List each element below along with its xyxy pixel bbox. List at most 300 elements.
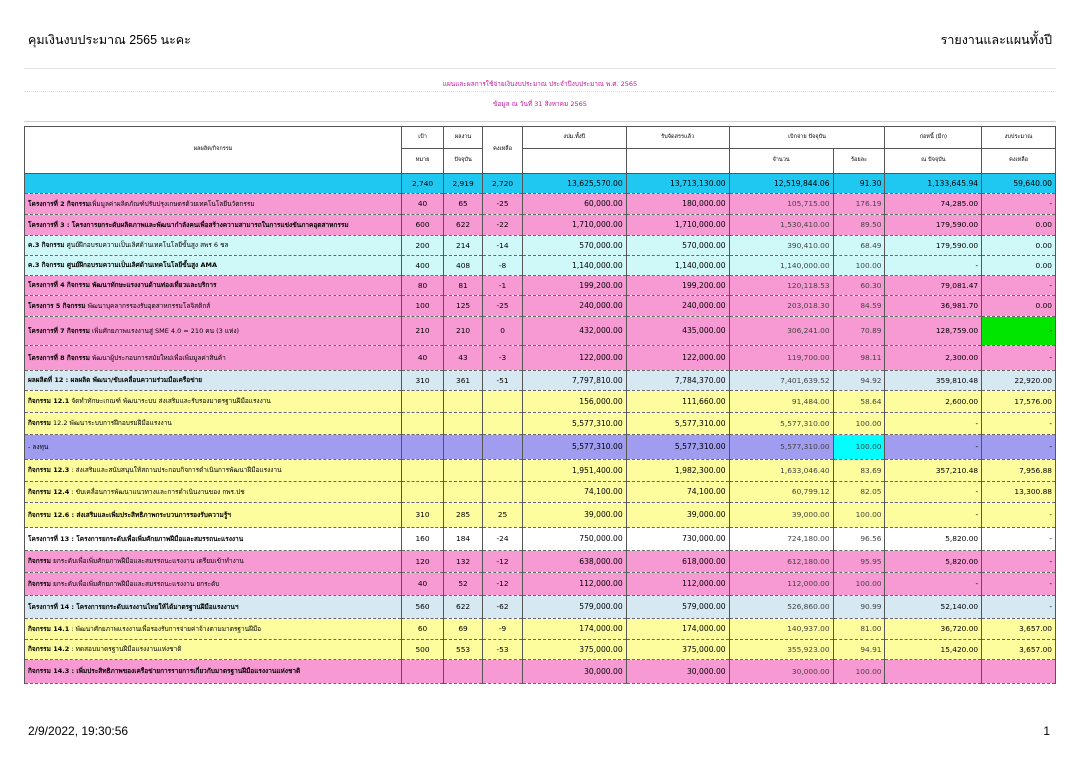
cell-disbursed: 120,118.53: [729, 276, 833, 296]
table-row: [25, 346, 1056, 371]
cell-allocated: 618,000.00: [626, 551, 729, 573]
row-label-detail: ศูนย์ฝึกอบรมความเป็นเลิศด้านเทคโนโลยีขั้นสูง สพร 6 ชล: [64, 241, 229, 250]
cell-debt: 52,140.00: [885, 596, 982, 619]
cell-allocated: 730,000.00: [626, 528, 729, 551]
cell-percent: 81.00: [833, 619, 885, 640]
row-label: [25, 236, 402, 256]
header-budget-remain: งบประมาณ: [982, 127, 1056, 149]
total-allocated: 13,713,130.00: [626, 174, 729, 194]
cell-allocated: 39,000.00: [626, 503, 729, 528]
table-row: [25, 528, 1056, 551]
cell-balance: -: [982, 413, 1056, 435]
cell-target: 200: [402, 236, 444, 256]
row-label-bold: โครงการที่ 8 กิจกรรม: [28, 353, 90, 362]
title-divider: [24, 91, 1056, 92]
sheet-title-band: [24, 68, 1056, 122]
cell-budget: 1,140,000.00: [522, 256, 626, 276]
sheet-date: ข้อมูล ณ วันที่ 31 สิงหาคม 2565: [493, 100, 587, 108]
row-label-bold: ค.3 กิจกรรม: [28, 241, 65, 250]
row-label-detail: พัฒนาผู้ประกอบการสมัยใหม่เพื่อเพิ่มมูลค่าสินค้า: [89, 353, 226, 362]
cell-balance: 0.00: [982, 296, 1056, 317]
cell-debt: 2,600.00: [885, 391, 982, 413]
cell-allocated: 7,784,370.00: [626, 371, 729, 391]
cell-remain: [483, 460, 522, 482]
cell-allocated: 174,000.00: [626, 619, 729, 640]
cell-budget: 156,000.00: [522, 391, 626, 413]
cell-debt: 2,300.00: [885, 346, 982, 371]
cell-remain: 0: [483, 317, 522, 346]
cell-result: 65: [443, 194, 482, 215]
cell-target: 160: [402, 528, 444, 551]
cell-result: 408: [443, 256, 482, 276]
table-row: [25, 236, 1056, 256]
cell-target: 120: [402, 551, 444, 573]
cell-result: [443, 482, 482, 503]
row-label-bold: กิจกรรม 12.4: [28, 487, 70, 496]
cell-budget: 638,000.00: [522, 551, 626, 573]
cell-balance: 13,300.88: [982, 482, 1056, 503]
cell-balance: -: [982, 551, 1056, 573]
row-label: [25, 435, 402, 460]
cell-budget: 750,000.00: [522, 528, 626, 551]
cell-balance: -: [982, 435, 1056, 460]
cell-percent: 100.00: [833, 503, 885, 528]
row-label-bold: โครงการที่ 14 : โครงการยกระดับแรงงานไทยให้ได้มาตรฐานฝีมือแรงงานฯ: [28, 602, 239, 611]
cell-balance: -: [982, 276, 1056, 296]
cell-disbursed: 91,484.00: [729, 391, 833, 413]
cell-result: 43: [443, 346, 482, 371]
row-label: [25, 573, 402, 596]
cell-result: 52: [443, 573, 482, 596]
cell-allocated: 579,000.00: [626, 596, 729, 619]
cell-remain: -53: [483, 640, 522, 660]
total-remain: 2,720: [483, 174, 522, 194]
cell-allocated: 199,200.00: [626, 276, 729, 296]
sheet-title: แผนและผลการใช้จ่ายเงินงบประมาณ ประจำปีงบประมาณ พ.ศ. 2565: [442, 80, 638, 88]
cell-target: 400: [402, 256, 444, 276]
header-disbursed-percent: ร้อยละ: [833, 149, 885, 174]
table-row: [25, 413, 1056, 435]
cell-budget: 30,000.00: [522, 660, 626, 684]
cell-target: [402, 660, 444, 684]
cell-disbursed: 5,577,310.00: [729, 435, 833, 460]
table-row: [25, 503, 1056, 528]
cell-balance: 0.00: [982, 215, 1056, 236]
table-row: [25, 215, 1056, 236]
cell-target: [402, 482, 444, 503]
table-row: [25, 317, 1056, 346]
cell-debt: 36,720.00: [885, 619, 982, 640]
cell-target: 310: [402, 371, 444, 391]
cell-budget: 199,200.00: [522, 276, 626, 296]
page-footer-page-number: 1: [1043, 724, 1050, 738]
row-label-bold: กิจกรรม: [28, 557, 51, 566]
cell-remain: [483, 413, 522, 435]
row-label-bold: กิจกรรม: [28, 419, 51, 428]
cell-balance: 7,956.88: [982, 460, 1056, 482]
header-result-sub: ปัจจุบัน: [443, 149, 482, 174]
header-budget-remain-sub: คงเหลือ: [982, 149, 1056, 174]
cell-result: 69: [443, 619, 482, 640]
row-label: [25, 215, 402, 236]
cell-debt: -: [885, 573, 982, 596]
cell-remain: [483, 391, 522, 413]
cell-percent: 60.30: [833, 276, 885, 296]
cell-balance: 0.00: [982, 256, 1056, 276]
cell-result: [443, 391, 482, 413]
cell-percent: 89.50: [833, 215, 885, 236]
row-label-detail: : ขับเคลื่อนการพัฒนาแนวทางและการดำเนินงานของ กพร.ปช: [69, 487, 245, 496]
cell-target: 310: [402, 503, 444, 528]
cell-debt: 5,820.00: [885, 551, 982, 573]
cell-percent: 95.95: [833, 551, 885, 573]
cell-allocated: 570,000.00: [626, 236, 729, 256]
cell-debt: [885, 660, 982, 684]
cell-remain: -25: [483, 194, 522, 215]
budget-sheet: [24, 68, 1056, 676]
header-remain: คงเหลือ: [483, 127, 522, 174]
header-debt-sub: ณ ปัจจุบัน: [885, 149, 982, 174]
cell-allocated: 5,577,310.00: [626, 435, 729, 460]
header-budget-year-sub: [522, 149, 626, 174]
cell-debt: 128,759.00: [885, 317, 982, 346]
cell-allocated: 30,000.00: [626, 660, 729, 684]
row-label: [25, 528, 402, 551]
row-label-detail: ยกระดับเพื่อเพิ่มศักยภาพฝีมือและสมรรถนะแรงงาน ยกระดับ: [50, 579, 220, 588]
cell-result: [443, 660, 482, 684]
cell-disbursed: 140,937.00: [729, 619, 833, 640]
cell-disbursed: 60,799.12: [729, 482, 833, 503]
cell-budget: 5,577,310.00: [522, 435, 626, 460]
cell-target: 600: [402, 215, 444, 236]
cell-target: 210: [402, 317, 444, 346]
row-label: [25, 256, 402, 276]
cell-percent: 100.00: [833, 256, 885, 276]
row-label-bold: ค.3 กิจกรรม ศูนย์ฝึกอบรมความเป็นเลิศด้านเทคโนโลยีขั้นสูง AMA: [28, 261, 218, 270]
total-target: 2,740: [402, 174, 444, 194]
page-footer-timestamp: 2/9/2022, 19:30:56: [28, 724, 129, 738]
cell-budget: 74,100.00: [522, 482, 626, 503]
cell-debt: 79,081.47: [885, 276, 982, 296]
cell-target: [402, 413, 444, 435]
cell-percent: 70.89: [833, 317, 885, 346]
header-activity: ผลผลิต/กิจกรรม: [25, 127, 402, 174]
cell-remain: [483, 435, 522, 460]
cell-debt: 179,590.00: [885, 215, 982, 236]
table-row: [25, 296, 1056, 317]
row-label: [25, 371, 402, 391]
header-disbursed: เบิกจ่าย ปัจจุบัน: [729, 127, 885, 149]
cell-budget: 1,951,400.00: [522, 460, 626, 482]
row-label-bold: โครงการที่ 2 กิจกรรม: [28, 199, 90, 208]
cell-debt: -: [885, 256, 982, 276]
cell-result: 81: [443, 276, 482, 296]
cell-allocated: 435,000.00: [626, 317, 729, 346]
header-result: ผลงาน: [443, 127, 482, 149]
cell-balance: -: [982, 573, 1056, 596]
row-label-bold: กิจกรรม 14.3 : เพิ่มประสิทธิภาพของเครือข่ายการรายการเกี่ยวกับมาตรฐานฝีมือแรงงานแห่งชาติ: [28, 667, 301, 676]
cell-remain: -25: [483, 296, 522, 317]
cell-budget: 7,797,810.00: [522, 371, 626, 391]
cell-result: 125: [443, 296, 482, 317]
cell-result: 361: [443, 371, 482, 391]
cell-allocated: 1,710,000.00: [626, 215, 729, 236]
total-disbursed: 12,519,844.06: [729, 174, 833, 194]
cell-disbursed: 30,000.00: [729, 660, 833, 684]
table-row: [25, 371, 1056, 391]
table-row: [25, 276, 1056, 296]
cell-percent: 96.56: [833, 528, 885, 551]
cell-disbursed: 526,860.00: [729, 596, 833, 619]
row-label-detail: ยกระดับเพื่อเพิ่มศักยภาพฝีมือและสมรรถนะแรงงาน เตรียมเข้าทำงาน: [50, 557, 244, 566]
header-target: เป้า: [402, 127, 444, 149]
cell-budget: 112,000.00: [522, 573, 626, 596]
cell-disbursed: 5,577,310.00: [729, 413, 833, 435]
cell-balance: -: [982, 528, 1056, 551]
cell-target: 40: [402, 194, 444, 215]
row-label: [25, 482, 402, 503]
table-row: [25, 660, 1056, 684]
cell-disbursed: 1,140,000.00: [729, 256, 833, 276]
cell-debt: 179,590.00: [885, 236, 982, 256]
cell-percent: 68.49: [833, 236, 885, 256]
cell-disbursed: 39,000.00: [729, 503, 833, 528]
cell-remain: -51: [483, 371, 522, 391]
row-label-detail: เพิ่มมูลค่าผลิตภัณฑ์ปรับปรุงเกษตรด้วยเทคโนโลยีนวัตกรรม: [89, 199, 255, 208]
cell-result: [443, 460, 482, 482]
cell-budget: 174,000.00: [522, 619, 626, 640]
cell-allocated: 180,000.00: [626, 194, 729, 215]
header-debt: ก่อหนี้ (มีก): [885, 127, 982, 149]
cell-remain: -12: [483, 551, 522, 573]
cell-budget: 39,000.00: [522, 503, 626, 528]
cell-budget: 432,000.00: [522, 317, 626, 346]
cell-target: 40: [402, 346, 444, 371]
cell-result: 553: [443, 640, 482, 660]
row-label: [25, 276, 402, 296]
total-label: [25, 174, 402, 194]
row-label: [25, 194, 402, 215]
cell-balance: 3,657.00: [982, 640, 1056, 660]
cell-percent: 94.91: [833, 640, 885, 660]
page-header-report: รายงานและแผนทั้งปี: [940, 33, 1052, 47]
cell-remain: -3: [483, 346, 522, 371]
cell-budget: 60,000.00: [522, 194, 626, 215]
header-budget-year: งปม.ทั้งปี: [522, 127, 626, 149]
total-row: [25, 174, 1056, 194]
cell-budget: 122,000.00: [522, 346, 626, 371]
cell-debt: 15,420.00: [885, 640, 982, 660]
table-row: [25, 482, 1056, 503]
cell-remain: -62: [483, 596, 522, 619]
table-row: [25, 640, 1056, 660]
cell-percent: 84.59: [833, 296, 885, 317]
cell-allocated: 122,000.00: [626, 346, 729, 371]
cell-remain: [483, 660, 522, 684]
cell-result: 184: [443, 528, 482, 551]
row-label: [25, 317, 402, 346]
cell-debt: 357,210.48: [885, 460, 982, 482]
cell-disbursed: 1,633,046.40: [729, 460, 833, 482]
row-label-bold: กิจกรรม 12.6 : ส่งเสริมและเพิ่มประสิทธิภาพกระบวนการรองรับความรู้ฯ: [28, 510, 231, 519]
cell-target: 560: [402, 596, 444, 619]
cell-remain: -1: [483, 276, 522, 296]
total-balance: 59,640.00: [982, 174, 1056, 194]
cell-percent: 176.19: [833, 194, 885, 215]
header-disbursed-amount: จำนวน: [729, 149, 833, 174]
cell-budget: 240,000.00: [522, 296, 626, 317]
cell-disbursed: 119,700.00: [729, 346, 833, 371]
cell-disbursed: 724,180.00: [729, 528, 833, 551]
cell-balance: -: [982, 596, 1056, 619]
table-row: [25, 435, 1056, 460]
table-row: [25, 551, 1056, 573]
cell-percent: 83.69: [833, 460, 885, 482]
cell-balance: [982, 660, 1056, 684]
cell-debt: -: [885, 503, 982, 528]
table-row: [25, 256, 1056, 276]
row-label: [25, 640, 402, 660]
cell-remain: -14: [483, 236, 522, 256]
table-row: [25, 460, 1056, 482]
cell-remain: -8: [483, 256, 522, 276]
cell-budget: 1,710,000.00: [522, 215, 626, 236]
cell-remain: [483, 482, 522, 503]
row-label-bold: กิจกรรม 14.2: [28, 645, 70, 654]
header-allocated: รับจัดสรรแล้ว: [626, 127, 729, 149]
row-label-detail: : พัฒนาศักยภาพแรงงานเพื่อรองรับการจ่ายค่าจ้างตามมาตรฐานฝีมือ: [69, 624, 262, 633]
row-label: [25, 346, 402, 371]
cell-target: 80: [402, 276, 444, 296]
cell-result: 285: [443, 503, 482, 528]
cell-disbursed: 306,241.00: [729, 317, 833, 346]
row-label: [25, 460, 402, 482]
row-label-bold: โครงการ 5 กิจกรรม: [28, 301, 86, 310]
cell-percent: 82.05: [833, 482, 885, 503]
cell-debt: 74,285.00: [885, 194, 982, 215]
cell-percent: 98.11: [833, 346, 885, 371]
row-label-detail: จัดทำทักษะเกณฑ์ พัฒนาระบบ ส่งเสริมและรับรองมาตรฐานฝีมือแรงงาน: [69, 397, 271, 406]
row-label: [25, 551, 402, 573]
row-label-bold: โครงการที่ 3 : โครงการยกระดับผลิตภาพและพัฒนากำลังคนเพื่อสร้างความสามารถในการแข่งขันภาคอุตสาหกรรม: [28, 220, 349, 229]
cell-target: [402, 435, 444, 460]
cell-percent: 100.00: [833, 435, 885, 460]
table-row: [25, 596, 1056, 619]
cell-percent: 100.00: [833, 573, 885, 596]
cell-debt: -: [885, 413, 982, 435]
cell-budget: 570,000.00: [522, 236, 626, 256]
cell-remain: 25: [483, 503, 522, 528]
cell-budget: 375,000.00: [522, 640, 626, 660]
row-label: [25, 660, 402, 684]
row-label: [25, 619, 402, 640]
cell-disbursed: 1,530,410.00: [729, 215, 833, 236]
cell-target: [402, 391, 444, 413]
row-label-bold: กิจกรรม: [28, 579, 51, 588]
row-label-detail: : ส่งเสริมและสนับสนุนให้สถานประกอบกิจการดำเนินการพัฒนาฝีมือแรงงาน: [69, 466, 282, 475]
row-label: [25, 413, 402, 435]
row-label: [25, 596, 402, 619]
cell-percent: 90.99: [833, 596, 885, 619]
cell-percent: 100.00: [833, 660, 885, 684]
cell-disbursed: 390,410.00: [729, 236, 833, 256]
table-row: [25, 573, 1056, 596]
cell-balance: 0.00: [982, 236, 1056, 256]
total-result: 2,919: [443, 174, 482, 194]
cell-debt: 359,810.48: [885, 371, 982, 391]
row-label-bold: ผลผลิตที่ 12 : ผลผลิต พัฒนา/ขับเคลื่อนความร่วมมือเครือข่าย: [28, 376, 203, 385]
row-label: [25, 503, 402, 528]
cell-allocated: 111,660.00: [626, 391, 729, 413]
cell-remain: -12: [483, 573, 522, 596]
cell-result: 210: [443, 317, 482, 346]
header-target-sub: หมาย: [402, 149, 444, 174]
cell-disbursed: 7,401,639.52: [729, 371, 833, 391]
cell-target: [402, 460, 444, 482]
cell-result: 622: [443, 215, 482, 236]
cell-debt: 36,981.70: [885, 296, 982, 317]
cell-allocated: 1,982,300.00: [626, 460, 729, 482]
cell-allocated: 74,100.00: [626, 482, 729, 503]
total-debt: 1,133,645.94: [885, 174, 982, 194]
cell-disbursed: 355,923.00: [729, 640, 833, 660]
table-row: [25, 194, 1056, 215]
row-label-detail: 12.2 พัฒนาระบบการฝึกอบรมฝีมือแรงงาน: [50, 419, 172, 428]
row-label-bold: โครงการที่ 7 กิจกรรม: [28, 326, 90, 335]
cell-allocated: 375,000.00: [626, 640, 729, 660]
header-allocated-sub: [626, 149, 729, 174]
cell-balance: -: [982, 317, 1056, 346]
cell-balance: -: [982, 346, 1056, 371]
cell-result: 132: [443, 551, 482, 573]
row-label-detail: - ลงทุน: [28, 442, 49, 451]
cell-allocated: 1,140,000.00: [626, 256, 729, 276]
cell-budget: 579,000.00: [522, 596, 626, 619]
row-label: [25, 296, 402, 317]
cell-budget: 5,577,310.00: [522, 413, 626, 435]
cell-percent: 94.92: [833, 371, 885, 391]
cell-target: 40: [402, 573, 444, 596]
cell-debt: 5,820.00: [885, 528, 982, 551]
cell-balance: 3,657.00: [982, 619, 1056, 640]
row-label-detail: : ทดสอบมาตรฐานฝีมือแรงงานแห่งชาติ: [69, 645, 182, 654]
row-label-bold: โครงการที่ 13 : โครงการยกระดับเพื่อเพิ่มศักยภาพฝีมือและสมรรถนะแรงงาน: [28, 534, 244, 543]
budget-table: [24, 126, 1056, 684]
table-row: [25, 619, 1056, 640]
cell-allocated: 112,000.00: [626, 573, 729, 596]
table-header-row-1: [25, 127, 1056, 149]
cell-target: 60: [402, 619, 444, 640]
cell-balance: -: [982, 503, 1056, 528]
row-label: [25, 391, 402, 413]
cell-result: [443, 435, 482, 460]
cell-allocated: 240,000.00: [626, 296, 729, 317]
row-label-detail: เพิ่มศักยภาพแรงงานสู่ SME 4.0 = 210 คน (3 แห่ง): [89, 326, 240, 335]
cell-result: [443, 413, 482, 435]
row-label-bold: กิจกรรม 12.1: [28, 397, 70, 406]
cell-allocated: 5,577,310.00: [626, 413, 729, 435]
page-header-title: คุมเงินงบประมาณ 2565 นะคะ: [28, 33, 191, 47]
cell-disbursed: 105,715.00: [729, 194, 833, 215]
cell-result: 214: [443, 236, 482, 256]
cell-remain: -22: [483, 215, 522, 236]
cell-balance: 22,920.00: [982, 371, 1056, 391]
cell-debt: -: [885, 435, 982, 460]
cell-disbursed: 612,180.00: [729, 551, 833, 573]
cell-percent: 100.00: [833, 413, 885, 435]
row-label-bold: โครงการที่ 4 กิจกรรม พัฒนาทักษะแรงงานด้านท่องเที่ยวและบริการ: [28, 281, 217, 290]
cell-disbursed: 203,018.30: [729, 296, 833, 317]
